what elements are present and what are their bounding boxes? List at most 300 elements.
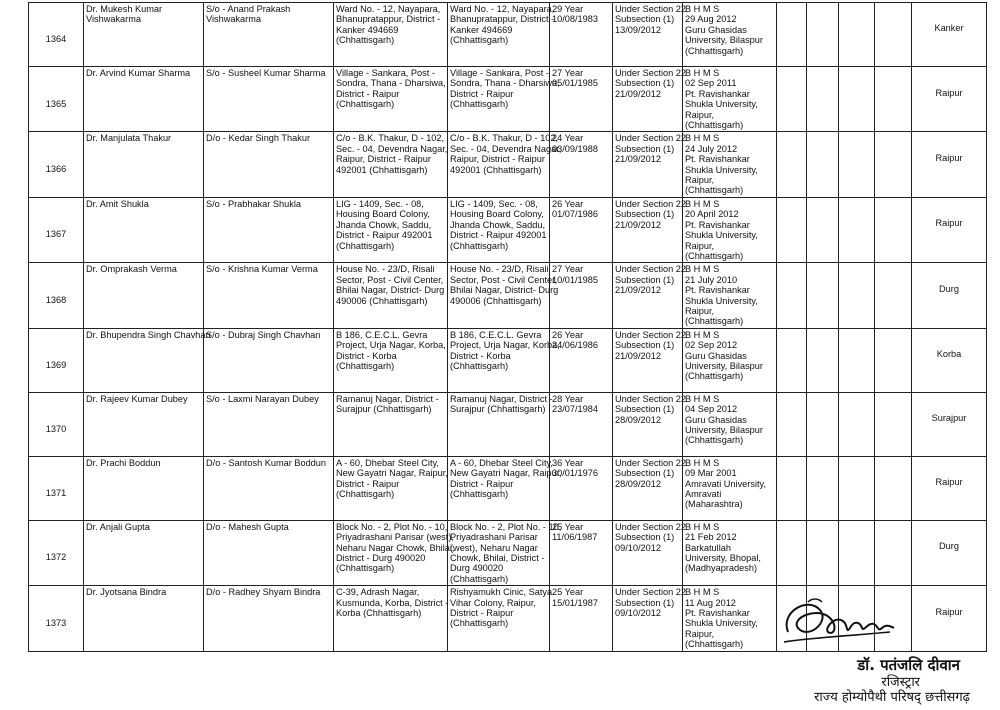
cell-line: 11 Aug 2012 xyxy=(685,597,736,608)
cell-line: Shukla University, xyxy=(685,295,758,306)
cell-line: 24 July 2012 xyxy=(685,143,738,154)
age-dob-cell xyxy=(550,67,613,132)
empty-cell xyxy=(875,197,912,262)
cell-line: Pt. Ravishankar xyxy=(685,219,750,230)
serial-number-cell: 1368 xyxy=(29,263,84,328)
cell-line: A - 60, Dhebar Steel City, xyxy=(450,457,553,468)
cell-line: House No. - 23/D, Risali xyxy=(450,264,549,275)
cell-line: Project, Urja Nagar, Korba, xyxy=(336,340,446,351)
cell-line: (Chhattisgarh) xyxy=(336,563,395,574)
cell-line: D/o - Radhey Shyam Bindra xyxy=(206,587,321,598)
table-row xyxy=(29,67,987,132)
age-dob-cell xyxy=(550,328,613,392)
cell-line: S/o - Susheel Kumar Sharma xyxy=(206,68,326,78)
cell-line: 29 Year xyxy=(552,4,584,14)
cell-line: Subsection (1) xyxy=(615,143,675,154)
cell-line: District - Durg 490020 xyxy=(336,552,426,563)
cell-line: 10/01/1985 xyxy=(552,274,598,285)
cell-line: Dr. Prachi Boddun xyxy=(86,457,161,468)
cell-line: (Chhattisgarh) xyxy=(685,639,744,650)
cell-line: Under Section 22 xyxy=(615,133,686,144)
age-dob-cell xyxy=(550,586,613,651)
cell-line: Village - Sankara, Post - xyxy=(450,68,549,78)
cell-line: Guru Ghasidas xyxy=(685,350,747,361)
cell-line: (Chhattisgarh) xyxy=(336,360,395,371)
cell-line: (Chhattisgarh) xyxy=(450,99,509,110)
empty-cell xyxy=(839,263,875,328)
cell-line: District - Korba xyxy=(450,350,511,361)
cell-line: 03/09/1988 xyxy=(552,143,598,154)
cell-line: Amravati xyxy=(685,488,722,499)
table-row xyxy=(29,132,987,197)
district-cell: Korba xyxy=(912,328,987,392)
cell-line: District - Raipur xyxy=(450,608,514,618)
name-cell xyxy=(84,132,204,197)
relation-cell xyxy=(204,197,334,262)
empty-cell xyxy=(839,132,875,197)
age-dob-cell xyxy=(550,197,613,262)
cell-line: Raipur, xyxy=(685,305,715,316)
cell-line: D/o - Santosh Kumar Boddun xyxy=(206,457,327,468)
district-cell: Durg xyxy=(912,263,987,328)
cell-line: B 186, C.E.C.L. Gevra xyxy=(450,329,542,340)
cell-line: Shukla University, xyxy=(685,618,758,629)
cell-line: 21/09/2012 xyxy=(615,285,661,296)
cell-line: New Gayatri Nagar, Raipur, xyxy=(336,468,448,479)
empty-cell xyxy=(839,328,875,392)
cell-line: B H M S xyxy=(685,457,720,468)
relation-cell xyxy=(204,67,334,132)
relation-cell xyxy=(204,132,334,197)
cell-line: Subsection (1) xyxy=(615,532,675,543)
cell-line: District - Raipur 492001 xyxy=(450,230,547,241)
cell-line: Vishwakarma xyxy=(86,14,141,25)
cell-line: S/o - Prabhakar Shukla xyxy=(206,198,301,209)
cell-line: Subsection (1) xyxy=(615,14,675,25)
registration-cell xyxy=(613,197,686,262)
empty-cell xyxy=(777,392,807,456)
cell-line: Under Section 22 xyxy=(615,393,686,404)
cell-line: Sondra, Thana - Dharsiwa, xyxy=(450,78,560,89)
cell-line: (Chhattisgarh) xyxy=(685,371,744,382)
cell-line: Jhanda Chowk, Saddu, xyxy=(450,219,546,230)
cell-line: Subsection (1) xyxy=(615,209,675,220)
qualification-cell xyxy=(683,456,777,520)
empty-cell xyxy=(807,456,839,520)
cell-line: (Chhattisgarh) xyxy=(450,488,509,499)
registration-cell xyxy=(613,263,686,328)
permanent-address-cell xyxy=(334,263,448,328)
cell-line: Shukla University, xyxy=(685,164,758,175)
age-dob-cell xyxy=(550,392,613,456)
cell-line: Sector, Post - Civil Center, xyxy=(336,274,444,285)
cell-line: Project, Urja Nagar, Korba, xyxy=(450,340,560,351)
name-cell xyxy=(84,586,204,651)
empty-cell xyxy=(875,3,912,67)
cell-line: 10/08/1983 xyxy=(552,14,598,25)
cell-line: Sec. - 04, Devendra Nagar, xyxy=(336,143,448,154)
qualification-cell xyxy=(683,132,777,197)
cell-line: 09/10/2012 xyxy=(615,608,661,618)
serial-number-cell: 1373 xyxy=(29,586,84,651)
district-cell: Raipur xyxy=(912,132,987,197)
cell-line: B H M S xyxy=(685,393,720,404)
cell-line: Vishwakarma xyxy=(206,14,261,25)
cell-line: District - Korba xyxy=(336,350,397,361)
cell-line: (Chhattisgarh) xyxy=(336,35,395,46)
cell-line: S/o - Dubraj Singh Chavhan xyxy=(206,329,321,340)
cell-line: Shukla University, xyxy=(685,230,758,241)
cell-line: Dr. Manjulata Thakur xyxy=(86,133,172,144)
cell-line: 21/09/2012 xyxy=(615,350,661,361)
table-row xyxy=(29,456,987,520)
cell-line: 20 April 2012 xyxy=(685,209,739,220)
cell-line: Subsection (1) xyxy=(615,597,675,608)
empty-cell xyxy=(875,328,912,392)
cell-line: (Chhattisgarh) xyxy=(336,99,395,110)
cell-line: Surajpur (Chhattisgarh) xyxy=(336,404,432,415)
serial-number-cell: 1370 xyxy=(29,392,84,456)
cell-line: District - Raipur 492001 xyxy=(336,230,433,241)
cell-line: Bhanupratappur, District - xyxy=(336,14,441,25)
cell-line: (Chhattisgarh) xyxy=(450,618,509,629)
cell-line: Vihar Colony, Raipur, xyxy=(450,597,536,608)
signature-icon xyxy=(778,592,898,652)
empty-cell xyxy=(777,328,807,392)
cell-line: Ward No. - 12, Nayapara, xyxy=(450,4,555,14)
cell-line: Under Section 22 xyxy=(615,68,686,78)
table-row xyxy=(29,392,987,456)
cell-line: Jhanda Chowk, Saddu, xyxy=(336,219,432,230)
empty-cell xyxy=(807,132,839,197)
serial-number-cell: 1372 xyxy=(29,520,84,585)
correspondence-address-cell xyxy=(448,392,553,456)
table-row xyxy=(29,520,987,585)
empty-cell xyxy=(839,197,875,262)
cell-line: 26 Year xyxy=(552,329,584,340)
cell-line: District - Raipur xyxy=(336,88,400,99)
cell-line: D/o - Mahesh Gupta xyxy=(206,521,289,532)
cell-line: District - Raipur xyxy=(450,478,514,489)
cell-line: Guru Ghasidas xyxy=(685,24,747,35)
empty-cell xyxy=(777,132,807,197)
empty-cell xyxy=(839,456,875,520)
serial-number-cell: 1367 xyxy=(29,197,84,262)
cell-line: 01/07/1986 xyxy=(552,209,598,220)
permanent-address-cell xyxy=(334,586,448,651)
district-cell: Kanker xyxy=(912,3,987,67)
cell-line: 15/01/1987 xyxy=(552,597,598,608)
cell-line: Dr. Anjali Gupta xyxy=(86,521,150,532)
cell-line: Dr. Mukesh Kumar xyxy=(86,4,163,14)
cell-line: Subsection (1) xyxy=(615,274,675,285)
cell-line: (Madhyapradesh) xyxy=(685,563,758,574)
cell-line: Dr. Amit Shukla xyxy=(86,198,149,209)
cell-line: 28/09/2012 xyxy=(615,478,661,489)
cell-line: LIG - 1409, Sec. - 08, xyxy=(336,198,424,209)
cell-line: (west), Neharu Nagar xyxy=(450,542,538,553)
cell-line: D/o - Kedar Singh Thakur xyxy=(206,133,311,144)
cell-line: B H M S xyxy=(685,68,720,78)
empty-cell xyxy=(807,328,839,392)
cell-line: Under Section 22 xyxy=(615,329,686,340)
correspondence-address-cell xyxy=(448,586,553,651)
registration-cell xyxy=(613,586,686,651)
relation-cell xyxy=(204,586,334,651)
cell-line: B H M S xyxy=(685,198,720,209)
correspondence-address-cell xyxy=(448,263,559,328)
name-cell xyxy=(84,392,204,456)
permanent-address-cell xyxy=(334,67,448,132)
qualification-cell xyxy=(683,67,777,132)
cell-line: 28 Year xyxy=(552,393,584,404)
age-dob-cell xyxy=(550,520,613,585)
cell-line: B H M S xyxy=(685,329,720,340)
cell-line: Priyadrashani Parisar (west), xyxy=(336,532,454,543)
empty-cell xyxy=(875,520,912,585)
cell-line: (Maharashtra) xyxy=(685,499,743,510)
empty-cell xyxy=(875,67,912,132)
qualification-cell xyxy=(683,197,777,262)
cell-line: Under Section 22 xyxy=(615,521,686,532)
cell-line: 21/09/2012 xyxy=(615,154,661,165)
cell-line: Durg 490020 xyxy=(450,563,504,574)
relation-cell xyxy=(204,520,334,585)
cell-line: A - 60, Dhebar Steel City, xyxy=(336,457,439,468)
cell-line: (Chhattisgarh) xyxy=(685,120,744,131)
cell-line: House No. - 23/D, Risali xyxy=(336,264,435,275)
cell-line: (Chhattisgarh) xyxy=(450,240,509,251)
cell-line: 21/09/2012 xyxy=(615,219,661,230)
cell-line: 02 Sep 2012 xyxy=(685,340,738,351)
cell-line: 21/09/2012 xyxy=(615,88,661,99)
permanent-address-cell xyxy=(334,132,448,197)
registration-cell xyxy=(613,456,686,520)
empty-cell xyxy=(839,520,875,585)
cell-line: Pt. Ravishankar xyxy=(685,285,750,296)
cell-line: Raipur, xyxy=(685,240,715,251)
qualification-cell xyxy=(683,263,777,328)
cell-line: S/o - Anand Prakash xyxy=(206,4,291,14)
cell-line: Raipur, xyxy=(685,175,715,186)
empty-cell xyxy=(875,456,912,520)
cell-line: University, Bhopal, xyxy=(685,552,761,563)
cell-line: 24 Year xyxy=(552,133,584,144)
table-row xyxy=(29,328,987,392)
cell-line: 23/07/1984 xyxy=(552,404,598,415)
district-cell: Raipur xyxy=(912,67,987,132)
cell-line: 490006 (Chhattisgarh) xyxy=(450,295,542,306)
table-row xyxy=(29,263,987,328)
empty-cell xyxy=(807,392,839,456)
cell-line: 04 Sep 2012 xyxy=(685,404,738,415)
relation-cell xyxy=(204,3,334,67)
cell-line: S/o - Krishna Kumar Verma xyxy=(206,264,318,275)
cell-line: B H M S xyxy=(685,587,720,598)
registration-cell xyxy=(613,67,686,132)
correspondence-address-cell xyxy=(448,456,562,520)
empty-cell xyxy=(777,67,807,132)
cell-line: 490006 (Chhattisgarh) xyxy=(336,295,428,306)
district-cell: Raipur xyxy=(912,456,987,520)
relation-cell xyxy=(204,263,334,328)
cell-line: 25 Year xyxy=(552,587,584,598)
cell-line: Raipur, District - Raipur xyxy=(336,154,431,165)
permanent-address-cell xyxy=(334,520,455,585)
cell-line: 25 Year xyxy=(552,521,584,532)
qualification-cell xyxy=(683,392,777,456)
correspondence-address-cell xyxy=(448,132,562,197)
serial-number-cell: 1364 xyxy=(29,3,84,67)
correspondence-address-cell xyxy=(448,197,550,262)
district-cell: Surajpur xyxy=(912,392,987,456)
registrar-name: डॉ. पतंजलि दीवान xyxy=(857,656,960,674)
permanent-address-cell xyxy=(334,328,448,392)
cell-line: B H M S xyxy=(685,521,720,532)
name-cell xyxy=(84,197,204,262)
cell-line: 29 Aug 2012 xyxy=(685,14,737,25)
cell-line: (Chhattisgarh) xyxy=(336,240,395,251)
cell-line: Subsection (1) xyxy=(615,78,675,89)
cell-line: Subsection (1) xyxy=(615,468,675,479)
cell-line: 02 Sep 2011 xyxy=(685,78,737,89)
cell-line: 24/06/1986 xyxy=(552,340,598,351)
cell-line: 26 Year xyxy=(552,198,584,209)
cell-line: Subsection (1) xyxy=(615,340,675,351)
cell-line: Chowk, Bhilai, District - xyxy=(450,552,545,563)
cell-line: (Chhattisgarh) xyxy=(685,45,744,56)
correspondence-address-cell xyxy=(448,328,560,392)
cell-line: (Chhattisgarh) xyxy=(450,35,509,46)
registrar-signature-block xyxy=(700,592,990,710)
cell-line: Kusmunda, Korba, District - xyxy=(336,597,449,608)
name-cell xyxy=(84,3,204,67)
cell-line: Pt. Ravishankar xyxy=(685,154,750,165)
table-row xyxy=(29,197,987,262)
name-cell xyxy=(84,520,204,585)
serial-number-cell: 1369 xyxy=(29,328,84,392)
registration-cell xyxy=(613,520,686,585)
name-cell xyxy=(84,263,204,328)
cell-line: Amravati University, xyxy=(685,478,766,489)
cell-line: Priyadrashani Parisar xyxy=(450,532,538,543)
empty-cell xyxy=(839,3,875,67)
cell-line: 28/09/2012 xyxy=(615,414,661,425)
cell-line: University, Bilaspur xyxy=(685,35,763,46)
empty-cell xyxy=(875,263,912,328)
cell-line: Barkatullah xyxy=(685,542,731,553)
cell-line: Under Section 22 xyxy=(615,587,686,598)
cell-line: (Chhattisgarh) xyxy=(450,573,509,584)
cell-line: 21 July 2010 xyxy=(685,274,738,285)
register-table xyxy=(28,2,987,652)
registration-cell xyxy=(613,392,686,456)
qualification-cell xyxy=(683,328,777,392)
cell-line: Sec. - 04, Devendra Nagar, xyxy=(450,143,562,154)
correspondence-address-cell xyxy=(448,3,555,67)
empty-cell xyxy=(875,132,912,197)
empty-cell xyxy=(777,197,807,262)
empty-cell xyxy=(807,3,839,67)
cell-line: Block No. - 2, Plot No. - 10, xyxy=(450,521,562,532)
cell-line: 05/01/1985 xyxy=(552,78,598,89)
cell-line: C-39, Adrash Nagar, xyxy=(336,587,420,598)
age-dob-cell xyxy=(550,456,613,520)
cell-line: 21 Feb 2012 xyxy=(685,532,737,543)
cell-line: Neharu Nagar Chowk, Bhilai, xyxy=(336,542,455,553)
registration-cell xyxy=(613,328,686,392)
cell-line: B H M S xyxy=(685,133,720,144)
cell-line: University, Bilaspur xyxy=(685,424,763,435)
cell-line: 09 Mar 2001 xyxy=(685,468,737,479)
age-dob-cell xyxy=(550,263,613,328)
permanent-address-cell xyxy=(334,392,448,456)
cell-line: S/o - Laxmi Narayan Dubey xyxy=(206,393,319,404)
empty-cell xyxy=(777,520,807,585)
cell-line: B H M S xyxy=(685,4,720,14)
cell-line: Housing Board Colony, xyxy=(450,209,544,220)
cell-line: University, Bilaspur xyxy=(685,360,763,371)
cell-line: Under Section 22 xyxy=(615,198,686,209)
cell-line: Surajpur (Chhattisgarh) xyxy=(450,404,546,415)
serial-number-cell: 1371 xyxy=(29,456,84,520)
cell-line: Ward No. - 12, Nayapara, xyxy=(336,4,441,14)
cell-line: Raipur, xyxy=(685,109,715,120)
empty-cell xyxy=(839,392,875,456)
district-cell: Raipur xyxy=(912,586,987,651)
relation-cell xyxy=(204,456,334,520)
cell-line: Kanker 494669 xyxy=(450,24,513,35)
cell-line: District - Raipur xyxy=(336,478,400,489)
serial-number-cell: 1366 xyxy=(29,132,84,197)
empty-cell xyxy=(875,392,912,456)
cell-line: Village - Sankara, Post - xyxy=(336,68,435,78)
serial-number-cell: 1365 xyxy=(29,67,84,132)
cell-line: LIG - 1409, Sec. - 08, xyxy=(450,198,538,209)
name-cell xyxy=(84,456,204,520)
cell-line: Bhanupratappur, District - xyxy=(450,14,555,25)
cell-line: Ramanuj Nagar, District - xyxy=(336,393,439,404)
age-dob-cell xyxy=(550,132,613,197)
cell-line: (Chhattisgarh) xyxy=(685,435,744,446)
cell-line: (Chhattisgarh) xyxy=(685,250,744,261)
cell-line: 11/06/1987 xyxy=(552,532,598,543)
name-cell xyxy=(84,67,204,132)
cell-line: Pt. Ravishankar xyxy=(685,88,750,99)
cell-line: Raipur, District - Raipur xyxy=(450,154,545,165)
cell-line: Under Section 22 xyxy=(615,4,686,14)
cell-line: (Chhattisgarh) xyxy=(685,185,744,196)
cell-line: C/o - B.K. Thakur, D - 102, xyxy=(336,133,445,144)
cell-line: Dr. Bhupendra Singh Chavhan xyxy=(86,329,211,340)
empty-cell xyxy=(807,67,839,132)
relation-cell xyxy=(204,392,334,456)
registrar-title: रजिस्ट्रार xyxy=(881,675,920,690)
qualification-cell xyxy=(683,3,777,67)
cell-line: Under Section 22 xyxy=(615,264,686,275)
relation-cell xyxy=(204,328,334,392)
register-body xyxy=(29,3,987,652)
correspondence-address-cell xyxy=(448,520,562,585)
cell-line: Korba (Chhattisgarh) xyxy=(336,608,422,618)
cell-line: Dr. Arvind Kumar Sharma xyxy=(86,68,191,78)
cell-line: Dr. Rajeev Kumar Dubey xyxy=(86,393,188,404)
permanent-address-cell xyxy=(334,3,448,67)
empty-cell xyxy=(807,197,839,262)
empty-cell xyxy=(807,520,839,585)
council-name: राज्य होम्योपैथी परिषद् छत्तीसगढ़ xyxy=(814,690,970,705)
cell-line: 36 Year xyxy=(552,457,584,468)
